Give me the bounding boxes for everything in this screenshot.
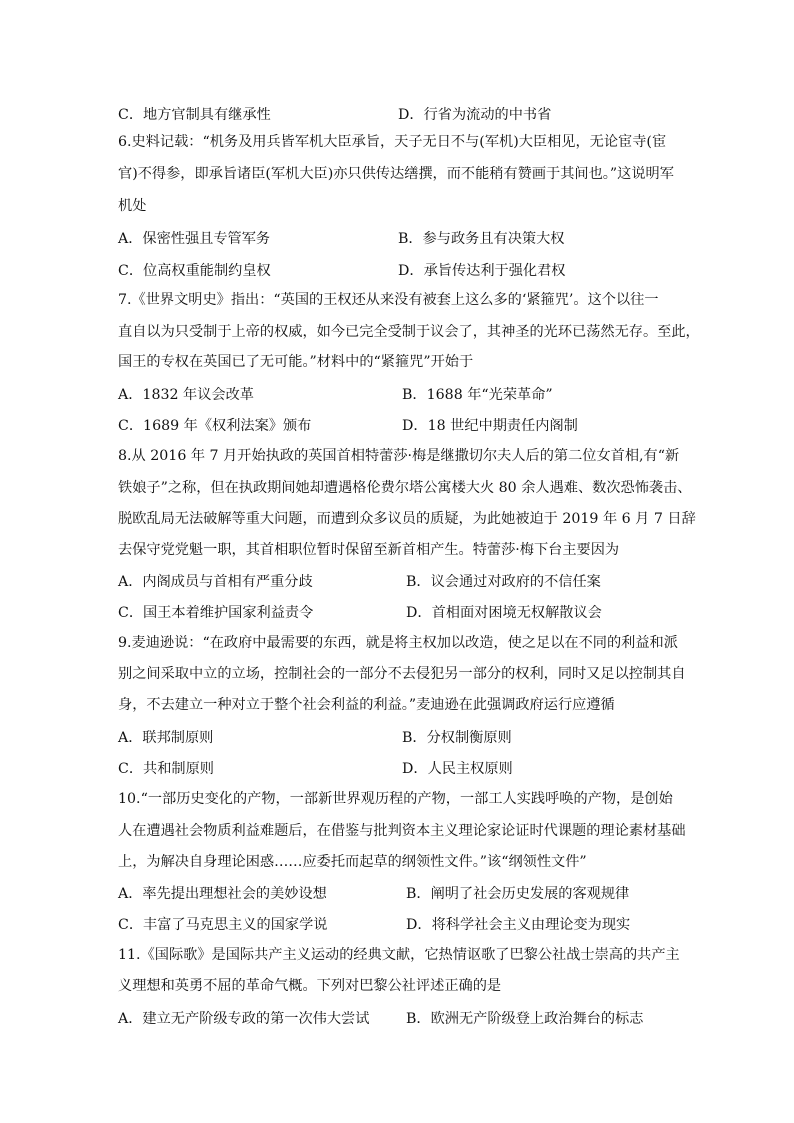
q10-stem-line-2: 人在遭遇社会物质利益难题后，在借鉴与批判资本主义理论家论证时代课题的理论素材基础 [118,823,686,839]
q11-stem-line-1: 11.《国际歌》是国际共产主义运动的经典文献，它热情讴歌了巴黎公社战士崇高的共产主 [118,947,680,963]
q10-option-b: B．阐明了社会历史发展的客观规律 [406,886,630,902]
q8-option-d: D．首相面对困境无权解散议会 [406,605,602,621]
q9-option-c: C．共和制原则 [118,761,214,777]
q9-stem-line-2: 别之间采取中立的立场，控制社会的一部分不去侵犯另一部分的权利，同时又足以控制其自 [118,666,686,682]
q10-stem-line-1: 10.“一部历史变化的产物，一部新世界观历程的产物，一部工人实践呼唤的产物，是创始 [118,791,673,807]
q9-option-d: D．人民主权原则 [402,761,513,777]
q8-stem-line-1: 8.从 2016 年 7 月开始执政的英国首相特蕾莎·梅是继撒切尔夫人后的第二位女首相,有“新 [118,448,680,464]
q6-stem-line-2: 官)不得参，即承旨诸臣(军机大臣)亦只供传达缮撰，而不能稍有赞画于其间也。”这说明军 [118,166,674,182]
q9-option-b: B．分权制衡原则 [402,730,512,746]
q10-stem-line-3: 上，为解决自身理论困惑……应委托而起草的纲领性文件。”该“纲领性文件” [118,854,587,870]
q7-option-d: D．18 世纪中期责任内阁制 [402,418,578,434]
q9-option-a: A．联邦制原则 [118,730,214,746]
q6-option-a: A．保密性强且专管军务 [118,231,271,247]
q7-stem-line-3: 国王的专权在英国已了无可能。”材料中的“紧箍咒”开始于 [118,354,474,370]
q10-option-a: A．率先提出理想社会的美妙设想 [118,886,327,902]
q5-option-d: D．行省为流动的中书省 [398,107,552,123]
q8-stem-line-3: 脱欧乱局无法破解等重大问题，而遭到众多议员的质疑，为此她被迫于 2019 年 6 月 7 日辞 [118,511,696,527]
q6-option-c: C．位高权重能制约皇权 [118,263,271,279]
q11-stem-line-2: 义理想和英勇不屈的革命气概。下列对巴黎公社评述正确的是 [118,978,502,994]
q6-option-d: D．承旨传达利于强化君权 [398,263,566,279]
q11-option-b: B．欧洲无产阶级登上政治舞台的标志 [406,1011,644,1027]
q9-stem-line-3: 身，不去建立一种对立于整个社会利益的利益。”麦迪逊在此强调政府运行应遵循 [118,697,615,713]
q7-stem-line-2: 直自以为只受制于上帝的权威，如今已完全受制于议会了，其神圣的光环已荡然无存。至此， [118,324,700,340]
q6-stem-line-1: 6.史料记载：“机务及用兵皆军机大臣承旨，天子无日不与(军机)大臣相见，无论宦寺(宦 [118,134,667,150]
q10-option-c: C．丰富了马克思主义的国家学说 [118,917,328,933]
q8-option-a: A．内阁成员与首相有严重分歧 [118,574,313,590]
q9-stem-line-1: 9.麦迪逊说：“在政府中最需要的东西，就是将主权加以改造，使之足以在不同的利益和派 [118,635,678,651]
q7-option-a: A．1832 年议会改革 [118,387,254,403]
q8-stem-line-4: 去保守党党魁一职，其首相职位暂时保留至新首相产生。特蕾莎·梅下台主要因为 [118,542,620,558]
q7-option-b: B．1688 年“光荣革命” [402,387,553,403]
q8-option-c: C．国王本着维护国家利益责令 [118,605,314,621]
q10-option-d: D．将科学社会主义由理论变为现实 [406,917,631,933]
q5-option-c: C．地方官制具有继承性 [118,107,271,123]
q6-stem-line-3: 机处 [118,198,147,214]
q8-option-b: B．议会通过对政府的不信任案 [406,574,601,590]
q8-stem-line-2: 铁娘子”之称，但在执政期间她却遭遇格伦费尔塔公寓楼大火 80 余人遇难、数次恐怖袭击、 [118,480,692,496]
q7-stem-line-1: 7.《世界文明史》指出：“英国的王权还从来没有被套上这么多的‘紧箍咒’。这个以往一 [118,292,659,308]
q11-option-a: A．建立无产阶级专政的第一次伟大尝试 [118,1011,370,1027]
q7-option-c: C．1689 年《权利法案》颁布 [118,418,312,434]
q6-option-b: B．参与政务且有决策大权 [398,231,565,247]
